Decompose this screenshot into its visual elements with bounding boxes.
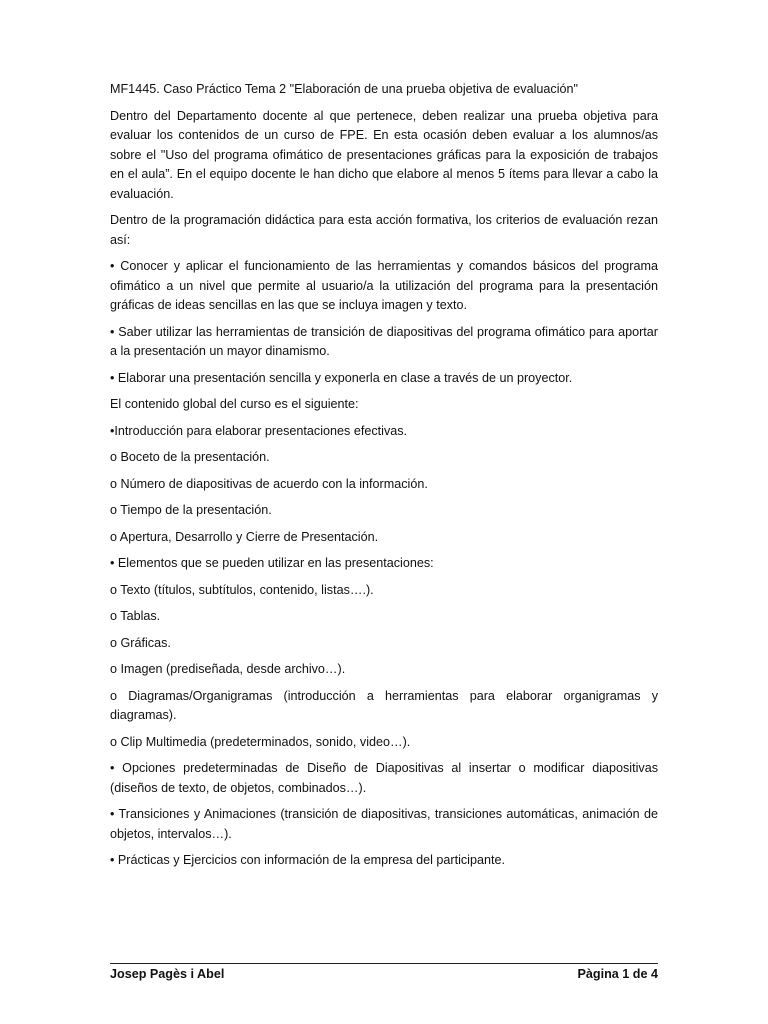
content-subitem: o Imagen (prediseñada, desde archivo…).: [110, 662, 346, 676]
content-subitem: o Clip Multimedia (predeterminados, sonido, video…).: [110, 734, 411, 749]
criteria-item-1: • Conocer y aplicar el funcionamiento de las herramientas y comandos básicos del programa ofimático a un nivel que permite al usuario/a la utilización del programa para la presentación gráficas de ideas sencillas en las que se incluya imagen y texto.: [110, 259, 658, 312]
content-subitem: o Tiempo de la presentación.: [110, 503, 272, 517]
content-item: •Introducción para elaborar presentaciones efectivas.: [110, 423, 408, 438]
paragraph-content-intro: El contenido global del curso es el siguiente:: [110, 397, 359, 411]
content-subitem: o Gráficas.: [110, 635, 171, 650]
content-item: • Elementos que se pueden utilizar en las presentaciones:: [110, 556, 434, 570]
footer-divider: [110, 963, 658, 964]
paragraph-intro: Dentro del Departamento docente al que pertenece, deben realizar una prueba objetiva para evaluar los contenidos de un curso de FPE. En esta ocasión deben evaluar a los alumnos/as sobre el "Uso del programa ofimático de presentaciones gráficas para la exposición de trabajos en el aula”. En el equipo docente le han dicho que elabore al menos 5 ítems para llevar a cabo la evaluación.: [110, 108, 658, 201]
content-subitem: o Número de diapositivas de acuerdo con la información.: [110, 476, 428, 491]
criteria-item-2: • Saber utilizar las herramientas de transición de diapositivas del programa ofimático para aportar a la presentación un mayor dinamismo.: [110, 324, 658, 358]
content-subitem: o Apertura, Desarrollo y Cierre de Presentación.: [110, 529, 379, 544]
content-subitem: o Tablas.: [110, 609, 161, 623]
content-item: • Opciones predeterminadas de Diseño de Diapositivas al insertar o modificar diapositivas (diseños de texto, de objetos, combinados…).: [110, 761, 658, 795]
content-item: • Transiciones y Animaciones (transición de diapositivas, transiciones automáticas, animación de objetos, intervalos…).: [110, 807, 658, 841]
footer-author: Josep Pagès i Abel: [110, 967, 225, 981]
criteria-item-3: • Elaborar una presentación sencilla y exponerla en clase a través de un proyector.: [110, 370, 573, 385]
paragraph-criteria-intro: Dentro de la programación didáctica para esta acción formativa, los criterios de evaluación rezan así:: [110, 213, 658, 247]
content-subitem: o Texto (títulos, subtítulos, contenido, listas….).: [110, 582, 374, 597]
content-subitem: o Diagramas/Organigramas (introducción a herramientas para elaborar organigramas y diagramas).: [110, 688, 658, 722]
document-body: [110, 80, 658, 878]
document-title: MF1445. Caso Práctico Tema 2 "Elaboración de una prueba objetiva de evaluación": [110, 82, 578, 96]
page-footer: [110, 966, 658, 982]
content-subitem: o Boceto de la presentación.: [110, 450, 270, 464]
content-item: • Prácticas y Ejercicios con información de la empresa del participante.: [110, 853, 505, 867]
footer-page-number: Pàgina 1 de 4: [577, 967, 658, 981]
